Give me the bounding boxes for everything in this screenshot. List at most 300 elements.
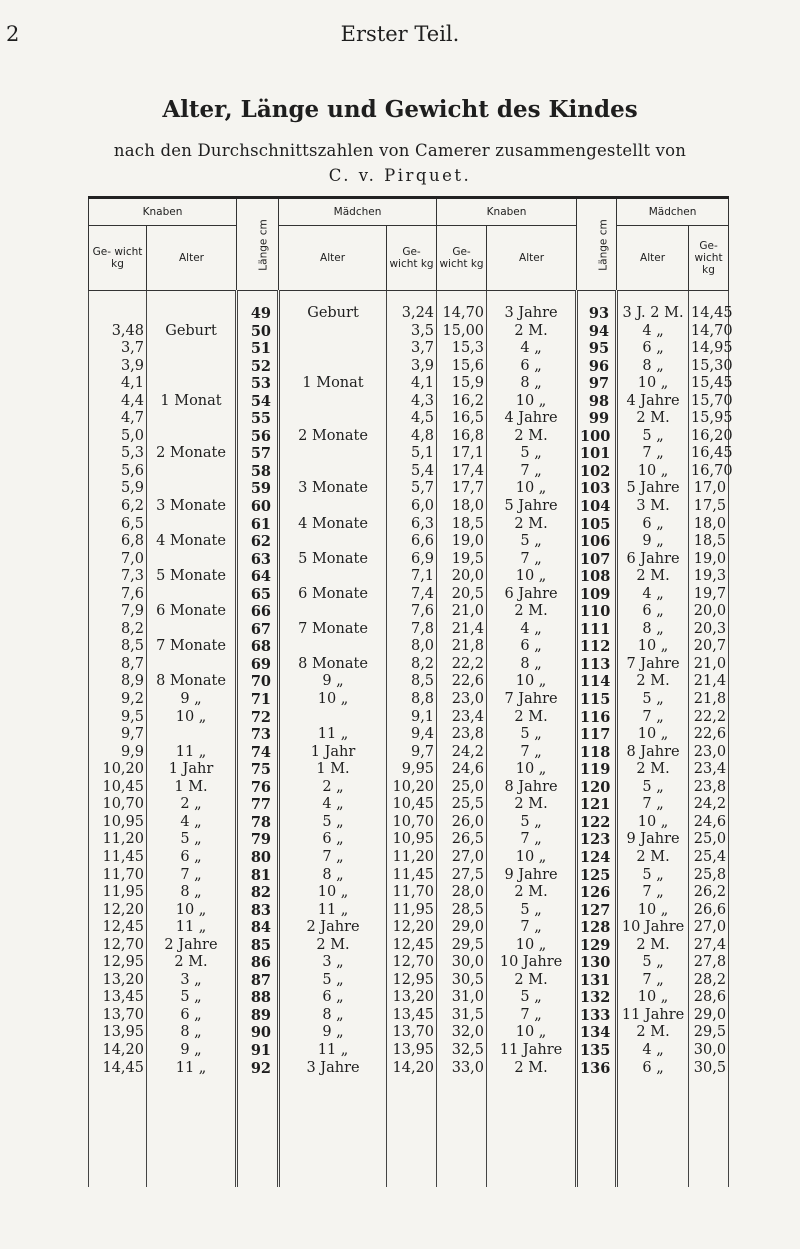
maedchen-gewicht-cell: 5,4 [387, 463, 437, 481]
knaben-alter-cell: 10 „ [487, 393, 577, 411]
maedchen-gewicht-cell: 15,95 [689, 410, 729, 428]
laenge-cm-cell: 100 [577, 428, 617, 446]
maedchen-alter-cell: 7 „ [617, 796, 689, 814]
knaben-gewicht-cell: 8,2 [89, 621, 147, 639]
maedchen-gewicht-cell: 11,70 [387, 884, 437, 902]
maedchen-gewicht-cell: 6,3 [387, 516, 437, 534]
laenge-cm-cell: 132 [577, 989, 617, 1007]
maedchen-alter-cell: 7 „ [617, 445, 689, 463]
knaben-alter-cell: 2 M. [487, 709, 577, 727]
knaben-gewicht-cell: 12,70 [89, 937, 147, 955]
maedchen-alter-cell: 7 Jahre [617, 656, 689, 674]
knaben-gewicht-cell: 9,2 [89, 691, 147, 709]
knaben-alter-cell: 10 „ [487, 568, 577, 586]
maedchen-gewicht-cell: 6,9 [387, 551, 437, 569]
knaben-alter-cell: 2 „ [147, 796, 237, 814]
header-gewicht: Ge- wicht kg [387, 226, 437, 291]
maedchen-alter-cell: 7 „ [617, 884, 689, 902]
maedchen-alter-cell [279, 638, 387, 656]
laenge-cm-cell: 59 [237, 480, 279, 498]
maedchen-gewicht-cell: 8,2 [387, 656, 437, 674]
maedchen-alter-cell: 8 Monate [279, 656, 387, 674]
maedchen-alter-cell: 4 „ [617, 586, 689, 604]
knaben-alter-cell: 3 Monate [147, 498, 237, 516]
knaben-gewicht-cell: 5,3 [89, 445, 147, 463]
knaben-alter-cell: 1 Monat [147, 393, 237, 411]
knaben-gewicht-cell: 26,5 [437, 831, 487, 849]
maedchen-alter-cell: 2 Jahre [279, 919, 387, 937]
maedchen-alter-cell: 6 „ [617, 516, 689, 534]
maedchen-alter-cell: 11 Jahre [617, 1007, 689, 1025]
maedchen-alter-cell: 2 Monate [279, 428, 387, 446]
maedchen-alter-cell: 2 M. [617, 410, 689, 428]
maedchen-gewicht-cell: 8,0 [387, 638, 437, 656]
laenge-cm-cell: 118 [577, 744, 617, 762]
maedchen-gewicht-cell: 25,4 [689, 849, 729, 867]
knaben-gewicht-cell: 11,95 [89, 884, 147, 902]
table-row [89, 954, 729, 972]
maedchen-gewicht-cell: 13,20 [387, 989, 437, 1007]
maedchen-gewicht-cell: 11,45 [387, 867, 437, 885]
laenge-cm-cell: 112 [577, 638, 617, 656]
knaben-gewicht-cell: 15,00 [437, 323, 487, 341]
laenge-cm-cell: 94 [577, 323, 617, 341]
knaben-gewicht-cell: 5,9 [89, 480, 147, 498]
header-maedchen: Mädchen [279, 198, 437, 226]
knaben-alter-cell: 8 Jahre [487, 779, 577, 797]
maedchen-gewicht-cell: 26,2 [689, 884, 729, 902]
knaben-alter-cell: 8 Monate [147, 673, 237, 691]
laenge-cm-cell: 81 [237, 867, 279, 885]
laenge-cm-cell: 70 [237, 673, 279, 691]
maedchen-alter-cell: 10 „ [617, 902, 689, 920]
maedchen-gewicht-cell: 13,70 [387, 1024, 437, 1042]
laenge-cm-cell: 90 [237, 1024, 279, 1042]
table-row [89, 902, 729, 920]
maedchen-alter-cell: 3 J. 2 M. [617, 305, 689, 323]
knaben-gewicht-cell: 29,5 [437, 937, 487, 955]
knaben-alter-cell: 4 „ [147, 814, 237, 832]
maedchen-alter-cell [279, 463, 387, 481]
maedchen-alter-cell: 11 „ [279, 726, 387, 744]
laenge-cm-cell: 64 [237, 568, 279, 586]
maedchen-gewicht-cell: 20,3 [689, 621, 729, 639]
maedchen-alter-cell: 10 Jahre [617, 919, 689, 937]
maedchen-alter-cell: 7 „ [617, 709, 689, 727]
knaben-gewicht-cell: 24,6 [437, 761, 487, 779]
maedchen-gewicht-cell: 14,20 [387, 1060, 437, 1078]
maedchen-alter-cell: 10 „ [617, 814, 689, 832]
knaben-gewicht-cell: 11,70 [89, 867, 147, 885]
knaben-alter-cell: 7 Jahre [487, 691, 577, 709]
maedchen-gewicht-cell: 27,0 [689, 919, 729, 937]
maedchen-gewicht-cell: 25,8 [689, 867, 729, 885]
maedchen-alter-cell: 5 „ [279, 814, 387, 832]
maedchen-gewicht-cell: 9,7 [387, 744, 437, 762]
table-row [89, 656, 729, 674]
knaben-alter-cell: 7 „ [487, 551, 577, 569]
knaben-gewicht-cell: 19,5 [437, 551, 487, 569]
knaben-gewicht-cell: 26,0 [437, 814, 487, 832]
knaben-alter-cell: 7 „ [487, 1007, 577, 1025]
table-row [89, 375, 729, 393]
laenge-cm-cell: 133 [577, 1007, 617, 1025]
table-row [89, 621, 729, 639]
table-row [89, 989, 729, 1007]
knaben-gewicht-cell: 12,20 [89, 902, 147, 920]
maedchen-alter-cell: 8 „ [617, 621, 689, 639]
maedchen-alter-cell: 11 „ [279, 902, 387, 920]
knaben-alter-cell: 2 M. [487, 796, 577, 814]
table-row [89, 463, 729, 481]
table-row [89, 305, 729, 323]
maedchen-alter-cell: 6 „ [617, 1060, 689, 1078]
knaben-gewicht-cell: 13,20 [89, 972, 147, 990]
knaben-gewicht-cell: 7,9 [89, 603, 147, 621]
page-number: 2 [6, 22, 20, 46]
maedchen-gewicht-cell: 21,4 [689, 673, 729, 691]
laenge-cm-cell: 86 [237, 954, 279, 972]
knaben-gewicht-cell: 5,6 [89, 463, 147, 481]
laenge-cm-cell: 61 [237, 516, 279, 534]
knaben-alter-cell: 6 „ [487, 638, 577, 656]
knaben-gewicht-cell: 14,20 [89, 1042, 147, 1060]
table-row [89, 638, 729, 656]
maedchen-gewicht-cell: 7,8 [387, 621, 437, 639]
table-row [89, 516, 729, 534]
knaben-gewicht-cell: 7,6 [89, 586, 147, 604]
maedchen-alter-cell: 6 Jahre [617, 551, 689, 569]
knaben-gewicht-cell: 14,70 [437, 305, 487, 323]
maedchen-gewicht-cell: 11,95 [387, 902, 437, 920]
knaben-alter-cell: 11 „ [147, 1060, 237, 1078]
laenge-cm-cell: 131 [577, 972, 617, 990]
maedchen-alter-cell [279, 323, 387, 341]
table-row [89, 796, 729, 814]
laenge-cm-cell: 97 [577, 375, 617, 393]
knaben-alter-cell: 10 „ [147, 902, 237, 920]
knaben-alter-cell: 3 „ [147, 972, 237, 990]
table-row [89, 1024, 729, 1042]
laenge-cm-cell: 134 [577, 1024, 617, 1042]
knaben-gewicht-cell: 10,95 [89, 814, 147, 832]
maedchen-alter-cell [279, 445, 387, 463]
knaben-gewicht-cell: 27,0 [437, 849, 487, 867]
laenge-cm-cell: 66 [237, 603, 279, 621]
maedchen-alter-cell: 2 M. [617, 673, 689, 691]
knaben-gewicht-cell: 25,5 [437, 796, 487, 814]
knaben-alter-cell: 2 Jahre [147, 937, 237, 955]
knaben-gewicht-cell: 4,4 [89, 393, 147, 411]
knaben-alter-cell: 9 „ [147, 691, 237, 709]
maedchen-alter-cell [279, 358, 387, 376]
knaben-gewicht-cell: 8,7 [89, 656, 147, 674]
maedchen-alter-cell: 5 Monate [279, 551, 387, 569]
knaben-alter-cell [147, 340, 237, 358]
maedchen-gewicht-cell: 6,0 [387, 498, 437, 516]
maedchen-alter-cell: 5 „ [617, 954, 689, 972]
table-row [89, 445, 729, 463]
table-row [89, 884, 729, 902]
knaben-alter-cell [147, 586, 237, 604]
table-row [89, 1042, 729, 1060]
knaben-gewicht-cell: 6,5 [89, 516, 147, 534]
table-row [89, 568, 729, 586]
knaben-gewicht-cell: 21,8 [437, 638, 487, 656]
maedchen-alter-cell [279, 340, 387, 358]
header-alter: Alter [487, 226, 577, 291]
knaben-alter-cell [147, 516, 237, 534]
header-maedchen: Mädchen [617, 198, 729, 226]
maedchen-alter-cell: 10 „ [617, 726, 689, 744]
maedchen-alter-cell: 8 Jahre [617, 744, 689, 762]
knaben-alter-cell: 5 „ [487, 726, 577, 744]
laenge-cm-cell: 67 [237, 621, 279, 639]
maedchen-alter-cell: 8 „ [279, 1007, 387, 1025]
maedchen-gewicht-cell: 19,7 [689, 586, 729, 604]
knaben-alter-cell: 6 „ [147, 849, 237, 867]
maedchen-alter-cell [279, 709, 387, 727]
laenge-cm-cell: 104 [577, 498, 617, 516]
maedchen-gewicht-cell: 24,6 [689, 814, 729, 832]
maedchen-alter-cell [279, 568, 387, 586]
knaben-alter-cell [147, 726, 237, 744]
maedchen-gewicht-cell: 21,8 [689, 691, 729, 709]
maedchen-gewicht-cell: 12,95 [387, 972, 437, 990]
subtitle-line-2: C. v. Pirquet. [328, 166, 472, 185]
knaben-alter-cell: 10 „ [147, 709, 237, 727]
laenge-cm-cell: 84 [237, 919, 279, 937]
knaben-gewicht-cell: 12,95 [89, 954, 147, 972]
laenge-cm-cell: 73 [237, 726, 279, 744]
maedchen-gewicht-cell: 16,20 [689, 428, 729, 446]
header-laenge: Länge cm [237, 198, 279, 291]
laenge-cm-cell: 56 [237, 428, 279, 446]
laenge-cm-cell: 114 [577, 673, 617, 691]
knaben-alter-cell: 2 M. [147, 954, 237, 972]
laenge-cm-cell: 50 [237, 323, 279, 341]
maedchen-alter-cell: 4 „ [617, 323, 689, 341]
age-length-weight-table [88, 196, 733, 1187]
laenge-cm-cell: 68 [237, 638, 279, 656]
table-row [89, 709, 729, 727]
laenge-cm-cell: 83 [237, 902, 279, 920]
table-row [89, 428, 729, 446]
laenge-cm-cell: 135 [577, 1042, 617, 1060]
knaben-gewicht-cell: 3,9 [89, 358, 147, 376]
maedchen-gewicht-cell: 3,24 [387, 305, 437, 323]
maedchen-alter-cell [279, 603, 387, 621]
table-row [89, 814, 729, 832]
header-knaben: Knaben [437, 198, 577, 226]
running-head: Erster Teil. [340, 22, 460, 46]
table-row [89, 393, 729, 411]
knaben-gewicht-cell: 4,7 [89, 410, 147, 428]
maedchen-alter-cell: 5 „ [617, 691, 689, 709]
knaben-alter-cell: 8 „ [147, 1024, 237, 1042]
header-alter: Alter [279, 226, 387, 291]
laenge-cm-cell: 75 [237, 761, 279, 779]
laenge-cm-cell: 117 [577, 726, 617, 744]
table-row [89, 849, 729, 867]
maedchen-gewicht-cell: 19,0 [689, 551, 729, 569]
knaben-alter-cell: 10 „ [487, 849, 577, 867]
maedchen-gewicht-cell: 29,5 [689, 1024, 729, 1042]
maedchen-alter-cell: 3 „ [279, 954, 387, 972]
knaben-gewicht-cell: 11,45 [89, 849, 147, 867]
laenge-cm-cell: 96 [577, 358, 617, 376]
header-knaben: Knaben [89, 198, 237, 226]
knaben-alter-cell: 2 M. [487, 516, 577, 534]
knaben-gewicht-cell: 12,45 [89, 919, 147, 937]
knaben-alter-cell: 6 „ [487, 358, 577, 376]
maedchen-gewicht-cell: 28,2 [689, 972, 729, 990]
laenge-cm-cell: 92 [237, 1060, 279, 1078]
table-row [89, 1060, 729, 1078]
laenge-cm-cell: 122 [577, 814, 617, 832]
maedchen-alter-cell: 10 „ [617, 989, 689, 1007]
maedchen-alter-cell: 5 „ [617, 428, 689, 446]
table-row [89, 551, 729, 569]
laenge-cm-cell: 109 [577, 586, 617, 604]
laenge-cm-cell: 77 [237, 796, 279, 814]
knaben-gewicht-cell: 21,4 [437, 621, 487, 639]
knaben-alter-cell: 10 „ [487, 673, 577, 691]
knaben-gewicht-cell: 8,5 [89, 638, 147, 656]
knaben-gewicht-cell: 21,0 [437, 603, 487, 621]
maedchen-alter-cell: 2 M. [617, 1024, 689, 1042]
maedchen-alter-cell: 2 M. [617, 568, 689, 586]
laenge-cm-cell: 52 [237, 358, 279, 376]
knaben-alter-cell: 5 „ [147, 831, 237, 849]
knaben-gewicht-cell: 22,6 [437, 673, 487, 691]
maedchen-gewicht-cell: 5,1 [387, 445, 437, 463]
laenge-cm-cell: 103 [577, 480, 617, 498]
knaben-alter-cell: 9 „ [147, 1042, 237, 1060]
maedchen-alter-cell: 3 M. [617, 498, 689, 516]
maedchen-alter-cell: 9 Jahre [617, 831, 689, 849]
maedchen-alter-cell: 9 „ [617, 533, 689, 551]
maedchen-gewicht-cell: 28,6 [689, 989, 729, 1007]
laenge-cm-cell: 102 [577, 463, 617, 481]
maedchen-gewicht-cell: 7,1 [387, 568, 437, 586]
maedchen-gewicht-cell: 9,95 [387, 761, 437, 779]
maedchen-alter-cell: 10 „ [617, 375, 689, 393]
maedchen-gewicht-cell: 14,95 [689, 340, 729, 358]
knaben-alter-cell: 2 Monate [147, 445, 237, 463]
laenge-cm-cell: 106 [577, 533, 617, 551]
maedchen-gewicht-cell: 20,0 [689, 603, 729, 621]
maedchen-alter-cell: 7 „ [279, 849, 387, 867]
knaben-gewicht-cell: 10,70 [89, 796, 147, 814]
laenge-cm-cell: 101 [577, 445, 617, 463]
knaben-alter-cell: 11 „ [147, 744, 237, 762]
knaben-alter-cell: 6 Jahre [487, 586, 577, 604]
table-row [89, 761, 729, 779]
laenge-cm-cell: 89 [237, 1007, 279, 1025]
knaben-gewicht-cell: 28,5 [437, 902, 487, 920]
knaben-gewicht-cell: 14,45 [89, 1060, 147, 1078]
laenge-cm-cell: 98 [577, 393, 617, 411]
maedchen-gewicht-cell: 15,30 [689, 358, 729, 376]
table-row [89, 831, 729, 849]
table-row [89, 498, 729, 516]
knaben-gewicht-cell: 10,20 [89, 761, 147, 779]
table-row [89, 410, 729, 428]
knaben-gewicht-cell: 10,45 [89, 779, 147, 797]
knaben-gewicht-cell: 6,2 [89, 498, 147, 516]
laenge-cm-cell: 121 [577, 796, 617, 814]
knaben-gewicht-cell: 17,1 [437, 445, 487, 463]
header-gewicht: Ge- wicht kg [89, 226, 147, 291]
knaben-alter-cell: 7 Monate [147, 638, 237, 656]
header-alter: Alter [617, 226, 689, 291]
maedchen-alter-cell: 4 Jahre [617, 393, 689, 411]
laenge-cm-cell: 55 [237, 410, 279, 428]
table-row [89, 919, 729, 937]
table-row [89, 1007, 729, 1025]
maedchen-alter-cell: 2 M. [617, 937, 689, 955]
maedchen-alter-cell: 3 Monate [279, 480, 387, 498]
knaben-alter-cell: 11 Jahre [487, 1042, 577, 1060]
table-row [89, 358, 729, 376]
maedchen-gewicht-cell: 11,20 [387, 849, 437, 867]
knaben-alter-cell [147, 551, 237, 569]
table-row [89, 533, 729, 551]
knaben-gewicht-cell: 19,0 [437, 533, 487, 551]
knaben-gewicht-cell: 6,8 [89, 533, 147, 551]
maedchen-alter-cell: 9 „ [279, 673, 387, 691]
laenge-cm-cell: 127 [577, 902, 617, 920]
maedchen-gewicht-cell: 21,0 [689, 656, 729, 674]
knaben-alter-cell: 2 M. [487, 972, 577, 990]
table-row [89, 323, 729, 341]
maedchen-gewicht-cell: 8,8 [387, 691, 437, 709]
knaben-alter-cell: 5 „ [487, 533, 577, 551]
knaben-alter-cell: 2 M. [487, 603, 577, 621]
maedchen-alter-cell: 11 „ [279, 1042, 387, 1060]
maedchen-gewicht-cell: 19,3 [689, 568, 729, 586]
page-title: Alter, Länge und Gewicht des Kindes [162, 96, 638, 123]
maedchen-alter-cell: 1 Monat [279, 375, 387, 393]
maedchen-alter-cell: 10 „ [279, 691, 387, 709]
knaben-alter-cell: 6 „ [147, 1007, 237, 1025]
maedchen-alter-cell: 4 „ [617, 1042, 689, 1060]
maedchen-gewicht-cell: 23,4 [689, 761, 729, 779]
maedchen-gewicht-cell: 10,20 [387, 779, 437, 797]
maedchen-alter-cell: 6 „ [279, 831, 387, 849]
table-body [89, 291, 733, 1188]
knaben-alter-cell: 1 Jahr [147, 761, 237, 779]
knaben-alter-cell: 10 „ [487, 761, 577, 779]
knaben-gewicht-cell: 4,1 [89, 375, 147, 393]
maedchen-alter-cell: 5 Jahre [617, 480, 689, 498]
laenge-cm-cell: 57 [237, 445, 279, 463]
knaben-gewicht-cell: 33,0 [437, 1060, 487, 1078]
laenge-cm-cell: 113 [577, 656, 617, 674]
knaben-alter-cell: 2 M. [487, 428, 577, 446]
knaben-gewicht-cell: 7,3 [89, 568, 147, 586]
laenge-cm-cell: 87 [237, 972, 279, 990]
table-row [89, 691, 729, 709]
laenge-cm-cell: 129 [577, 937, 617, 955]
maedchen-alter-cell: 10 „ [279, 884, 387, 902]
laenge-cm-cell: 124 [577, 849, 617, 867]
maedchen-gewicht-cell: 15,70 [689, 393, 729, 411]
laenge-cm-cell: 123 [577, 831, 617, 849]
maedchen-gewicht-cell: 10,45 [387, 796, 437, 814]
subtitle-line-1: nach den Durchschnittszahlen von Camerer zusammengestellt von [113, 141, 687, 160]
